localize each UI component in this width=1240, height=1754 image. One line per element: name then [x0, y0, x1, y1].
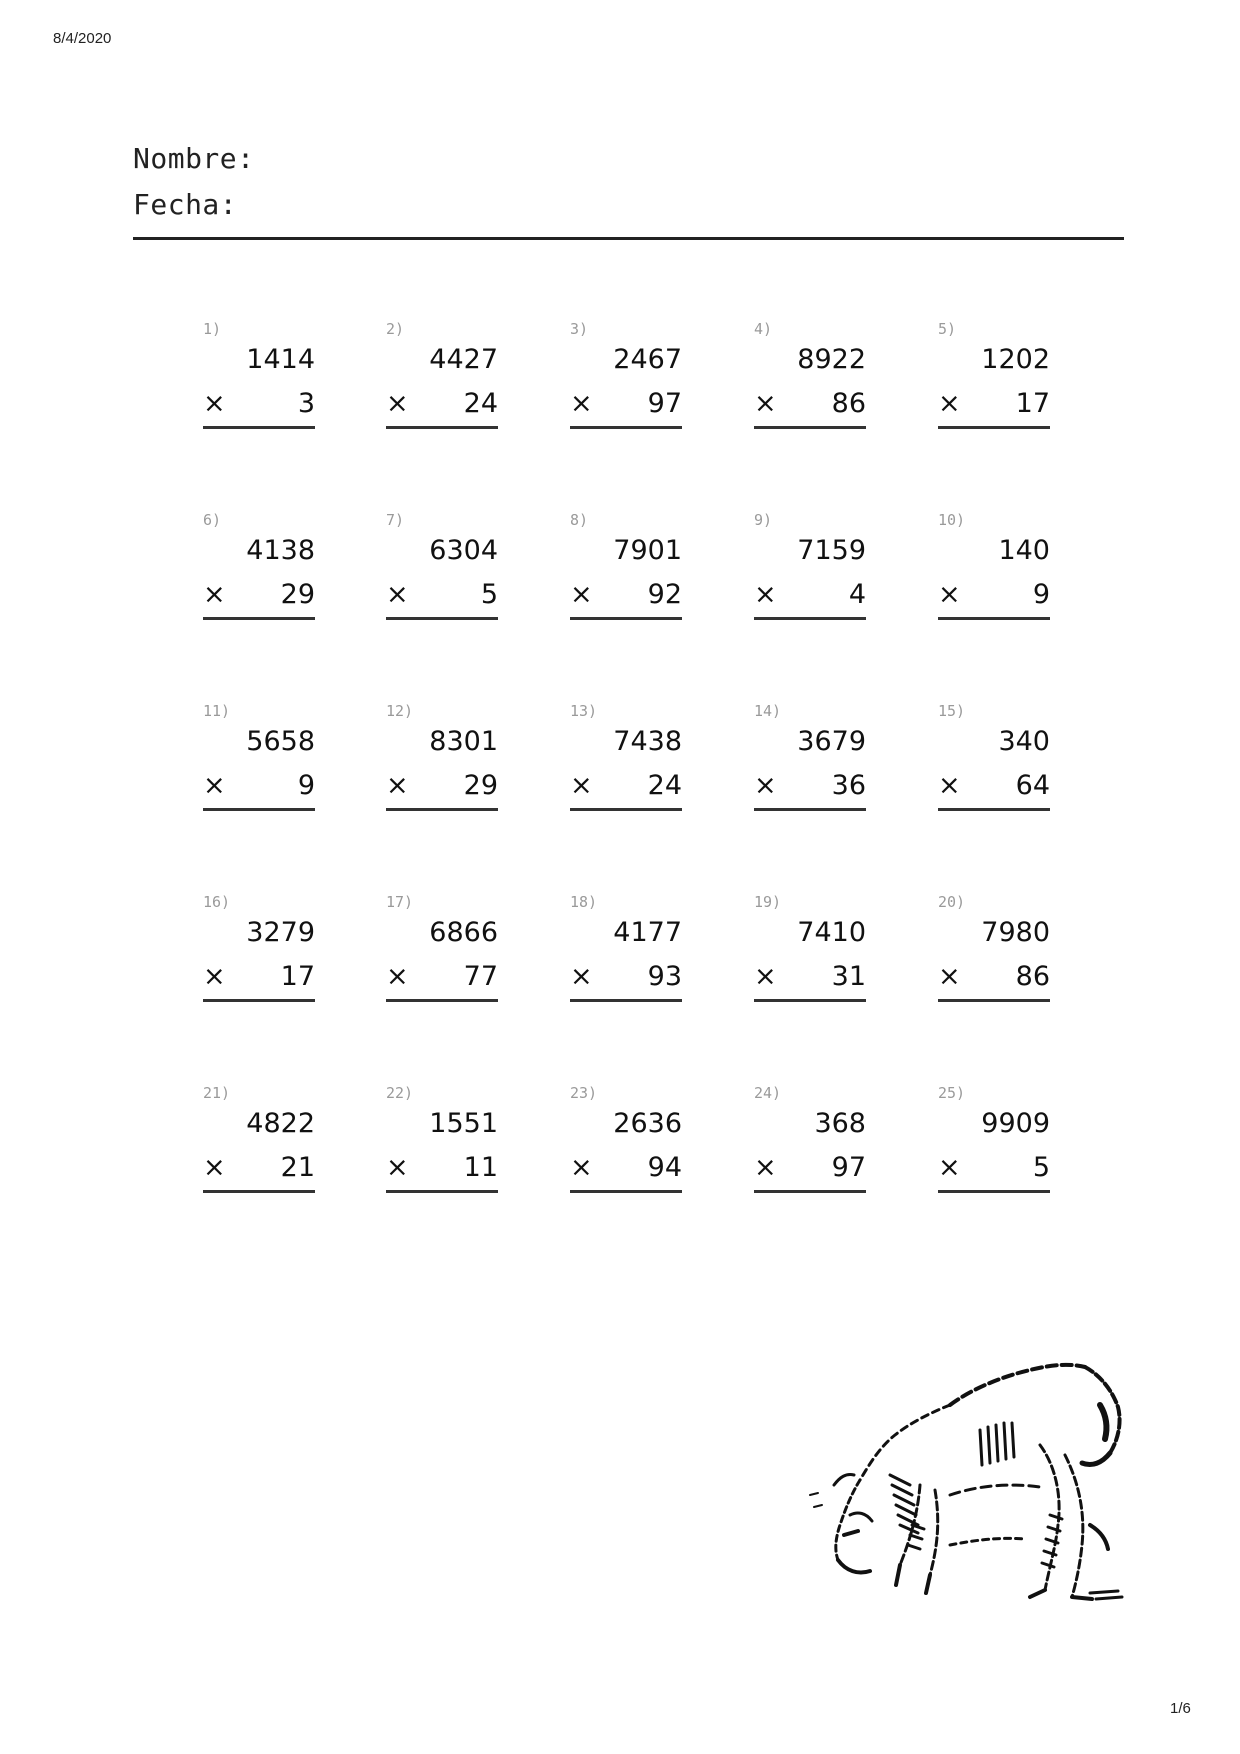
multiplier-row: [754, 1152, 866, 1188]
times-sign: ×: [938, 388, 961, 419]
multiplicand: 2467: [613, 344, 682, 375]
multiplier: 29: [280, 579, 315, 610]
answer-line: [570, 808, 682, 811]
multiplier-row: [386, 579, 498, 615]
problem-3: [570, 320, 682, 435]
times-sign: ×: [938, 961, 961, 992]
multiplicand: 7159: [797, 535, 866, 566]
problem-number: 16): [203, 893, 231, 911]
problem-23: [570, 1084, 682, 1199]
multiplier-row: [386, 961, 498, 997]
multiplier: 97: [647, 388, 682, 419]
problem-15: [938, 702, 1050, 817]
answer-line: [570, 1190, 682, 1193]
multiplier: 97: [831, 1152, 866, 1183]
times-sign: ×: [754, 770, 777, 801]
problem-18: [570, 893, 682, 1008]
problem-number: 10): [938, 511, 966, 529]
problem-19: [754, 893, 866, 1008]
times-sign: ×: [386, 961, 409, 992]
multiplier-row: [386, 1152, 498, 1188]
problem-11: [203, 702, 315, 817]
times-sign: ×: [754, 1152, 777, 1183]
problem-4: [754, 320, 866, 435]
problem-number: 19): [754, 893, 782, 911]
answer-line: [754, 808, 866, 811]
answer-line: [938, 1190, 1050, 1193]
problem-number: 3): [570, 320, 589, 338]
answer-line: [203, 999, 315, 1002]
answer-line: [938, 808, 1050, 811]
problem-10: [938, 511, 1050, 626]
times-sign: ×: [570, 961, 593, 992]
problem-24: [754, 1084, 866, 1199]
times-sign: ×: [754, 961, 777, 992]
multiplicand: 8922: [797, 344, 866, 375]
times-sign: ×: [570, 1152, 593, 1183]
problem-number: 17): [386, 893, 414, 911]
answer-line: [754, 999, 866, 1002]
multiplier-row: [938, 770, 1050, 806]
multiplier-row: [570, 388, 682, 424]
multiplicand: 4822: [246, 1108, 315, 1139]
problem-6: [203, 511, 315, 626]
multiplicand: 7980: [981, 917, 1050, 948]
answer-line: [386, 617, 498, 620]
answer-line: [203, 617, 315, 620]
wolf-sketch-icon: [800, 1335, 1130, 1605]
answer-line: [938, 999, 1050, 1002]
multiplier-row: [754, 961, 866, 997]
problem-7: [386, 511, 498, 626]
problem-14: [754, 702, 866, 817]
problem-number: 20): [938, 893, 966, 911]
problem-number: 1): [203, 320, 222, 338]
answer-line: [570, 426, 682, 429]
multiplier-row: [386, 388, 498, 424]
multiplier: 9: [1032, 579, 1050, 610]
problem-2: [386, 320, 498, 435]
problem-number: 12): [386, 702, 414, 720]
problem-number: 25): [938, 1084, 966, 1102]
answer-line: [203, 426, 315, 429]
problem-number: 7): [386, 511, 405, 529]
times-sign: ×: [938, 1152, 961, 1183]
answer-line: [386, 426, 498, 429]
times-sign: ×: [203, 388, 226, 419]
problem-16: [203, 893, 315, 1008]
times-sign: ×: [570, 579, 593, 610]
multiplier-row: [754, 388, 866, 424]
answer-line: [203, 808, 315, 811]
multiplier: 17: [280, 961, 315, 992]
times-sign: ×: [754, 579, 777, 610]
multiplier: 77: [463, 961, 498, 992]
multiplier-row: [203, 961, 315, 997]
multiplicand: 140: [998, 535, 1050, 566]
problem-number: 22): [386, 1084, 414, 1102]
problem-20: [938, 893, 1050, 1008]
problem-1: [203, 320, 315, 435]
multiplier: 86: [831, 388, 866, 419]
multiplicand: 7410: [797, 917, 866, 948]
multiplier-row: [754, 579, 866, 615]
answer-line: [570, 617, 682, 620]
multiplier-row: [938, 388, 1050, 424]
multiplicand: 368: [814, 1108, 866, 1139]
problem-number: 11): [203, 702, 231, 720]
multiplier-row: [754, 770, 866, 806]
multiplier-row: [203, 1152, 315, 1188]
answer-line: [386, 1190, 498, 1193]
multiplier: 9: [297, 770, 315, 801]
multiplier-row: [203, 388, 315, 424]
multiplicand: 2636: [613, 1108, 682, 1139]
header-divider: [133, 237, 1124, 240]
times-sign: ×: [203, 1152, 226, 1183]
multiplicand: 340: [998, 726, 1050, 757]
multiplicand: 7438: [613, 726, 682, 757]
problem-number: 13): [570, 702, 598, 720]
multiplier: 4: [848, 579, 866, 610]
multiplier: 93: [647, 961, 682, 992]
times-sign: ×: [203, 579, 226, 610]
multiplier: 92: [647, 579, 682, 610]
multiplier-row: [570, 770, 682, 806]
multiplier: 5: [1032, 1152, 1050, 1183]
problem-25: [938, 1084, 1050, 1199]
answer-line: [386, 808, 498, 811]
multiplicand: 3679: [797, 726, 866, 757]
multiplier: 11: [463, 1152, 498, 1183]
answer-line: [203, 1190, 315, 1193]
problem-number: 8): [570, 511, 589, 529]
multiplicand: 9909: [981, 1108, 1050, 1139]
multiplier: 86: [1015, 961, 1050, 992]
times-sign: ×: [203, 961, 226, 992]
multiplier: 36: [831, 770, 866, 801]
multiplier-row: [938, 961, 1050, 997]
problem-number: 15): [938, 702, 966, 720]
multiplier-row: [203, 770, 315, 806]
problem-13: [570, 702, 682, 817]
multiplier-row: [570, 961, 682, 997]
times-sign: ×: [938, 579, 961, 610]
multiplier-row: [203, 579, 315, 615]
problem-number: 24): [754, 1084, 782, 1102]
multiplicand: 4427: [429, 344, 498, 375]
multiplier: 31: [831, 961, 866, 992]
problem-12: [386, 702, 498, 817]
answer-line: [938, 617, 1050, 620]
multiplier-row: [386, 770, 498, 806]
multiplier: 5: [480, 579, 498, 610]
date-label: Fecha:: [133, 188, 238, 221]
print-date: 8/4/2020: [53, 30, 112, 47]
multiplier-row: [570, 1152, 682, 1188]
multiplier: 29: [463, 770, 498, 801]
multiplier: 94: [647, 1152, 682, 1183]
page-number: 1/6: [1170, 1700, 1191, 1717]
problem-number: 2): [386, 320, 405, 338]
multiplier-row: [570, 579, 682, 615]
problem-17: [386, 893, 498, 1008]
multiplicand: 8301: [429, 726, 498, 757]
multiplier-row: [938, 579, 1050, 615]
times-sign: ×: [570, 388, 593, 419]
multiplicand: 6304: [429, 535, 498, 566]
multiplier: 17: [1015, 388, 1050, 419]
times-sign: ×: [754, 388, 777, 419]
name-label: Nombre:: [133, 142, 255, 175]
problem-number: 21): [203, 1084, 231, 1102]
problem-9: [754, 511, 866, 626]
problem-number: 5): [938, 320, 957, 338]
multiplier: 21: [280, 1152, 315, 1183]
answer-line: [386, 999, 498, 1002]
multiplicand: 6866: [429, 917, 498, 948]
times-sign: ×: [386, 388, 409, 419]
problem-5: [938, 320, 1050, 435]
problem-number: 6): [203, 511, 222, 529]
problem-8: [570, 511, 682, 626]
multiplicand: 1551: [429, 1108, 498, 1139]
times-sign: ×: [386, 1152, 409, 1183]
answer-line: [754, 617, 866, 620]
multiplier-row: [938, 1152, 1050, 1188]
times-sign: ×: [386, 579, 409, 610]
answer-line: [938, 426, 1050, 429]
multiplicand: 1414: [246, 344, 315, 375]
multiplicand: 7901: [613, 535, 682, 566]
problem-21: [203, 1084, 315, 1199]
multiplier: 24: [647, 770, 682, 801]
problem-number: 18): [570, 893, 598, 911]
problem-number: 23): [570, 1084, 598, 1102]
answer-line: [570, 999, 682, 1002]
problem-22: [386, 1084, 498, 1199]
multiplier: 64: [1015, 770, 1050, 801]
times-sign: ×: [570, 770, 593, 801]
multiplicand: 4177: [613, 917, 682, 948]
multiplier: 3: [297, 388, 315, 419]
problem-number: 9): [754, 511, 773, 529]
answer-line: [754, 1190, 866, 1193]
times-sign: ×: [938, 770, 961, 801]
answer-line: [754, 426, 866, 429]
problem-number: 4): [754, 320, 773, 338]
times-sign: ×: [386, 770, 409, 801]
multiplicand: 3279: [246, 917, 315, 948]
problem-number: 14): [754, 702, 782, 720]
multiplicand: 1202: [981, 344, 1050, 375]
multiplier: 24: [463, 388, 498, 419]
multiplicand: 5658: [246, 726, 315, 757]
times-sign: ×: [203, 770, 226, 801]
multiplicand: 4138: [246, 535, 315, 566]
